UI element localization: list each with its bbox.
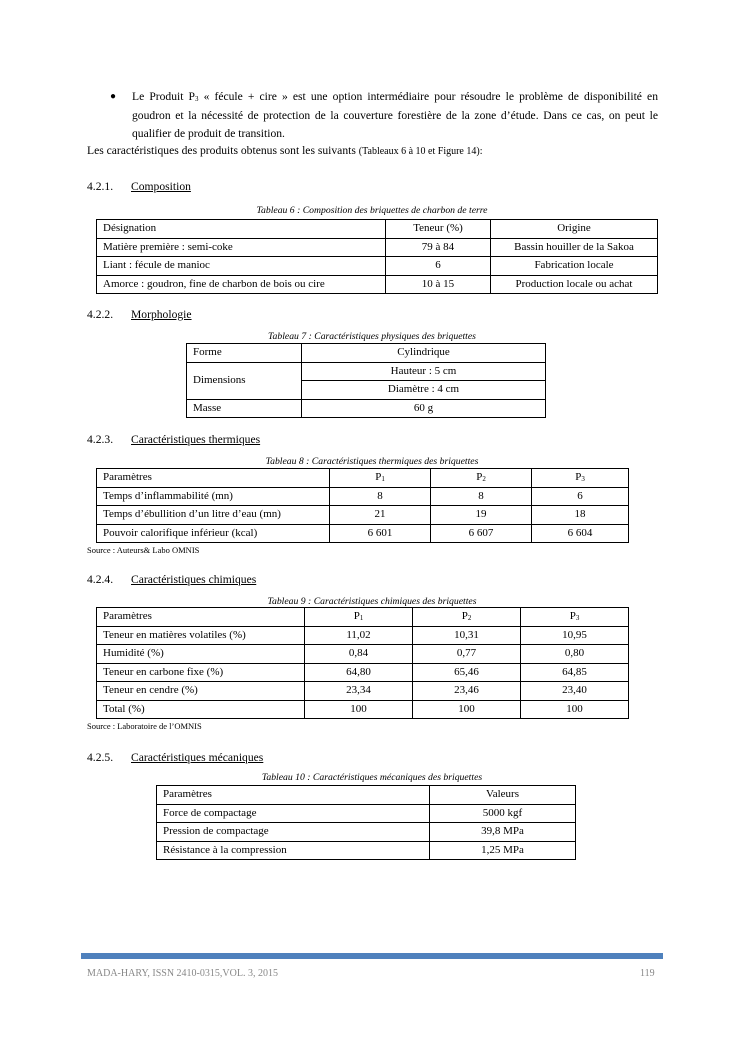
table-row: Pouvoir calorifique inférieur (kcal) 6 601 6 607 6 604: [97, 524, 629, 543]
page-number: 119: [640, 968, 655, 979]
bullet-dot-icon: ●: [110, 91, 117, 102]
table-row: Résistance à la compression 1,25 MPa: [157, 841, 576, 860]
table-row: Temps d’ébullition d’un litre d’eau (mn) 21 19 18: [97, 506, 629, 525]
table9-caption: Tableau 9 : Caractéristiques chimiques des briquettes: [267, 596, 477, 607]
table10: [156, 785, 576, 860]
table-row: Paramètres $P_1$ $P_2$ $P_3$: [97, 469, 629, 488]
table10-caption: Tableau 10 : Caractéristiques mécaniques des briquettes: [261, 772, 483, 783]
table-row: Forme Cylindrique: [187, 344, 546, 363]
table-row: Humidité (%) 0,84 0,77 0,80: [97, 645, 629, 664]
footer-journal: MADA-HARY, ISSN 2410-0315,VOL. 3, 2015: [87, 968, 278, 979]
table-row: Masse 60 g: [187, 399, 546, 418]
table9: [96, 607, 629, 719]
table-row: Total (%) 100 100 100: [97, 700, 629, 719]
table-row: Diamètre : 4 cm: [187, 381, 546, 400]
table-row: Dimensions Hauteur : 5 cm: [187, 362, 546, 381]
table6: [96, 219, 658, 294]
section-heading-thermiques: 4.2.3. Caractéristiques thermiques: [87, 433, 261, 446]
footer-divider: [81, 953, 663, 959]
table-row: Teneur en cendre (%) 23,34 23,46 23,40: [97, 682, 629, 701]
section-heading-composition: 4.2.1. Composition: [87, 180, 191, 193]
intro-paragraph: Les caractéristiques des produits obtenus sont les suivants (Tableaux 6 à 10 et Figure 14):: [87, 144, 483, 157]
table-row: Teneur en carbone fixe (%) 64,80 65,46 64,85: [97, 663, 629, 682]
table-row: Pression de compactage 39,8 MPa: [157, 823, 576, 842]
table-row: Amorce : goudron, fine de charbon de bois ou cire 10 à 15 Production locale ou achat: [97, 275, 658, 294]
bullet-paragraph: [110, 88, 658, 144]
table8-source: Source : Auteurs& Labo OMNIS: [87, 545, 200, 555]
table6-caption: Tableau 6 : Composition des briquettes de charbon de terre: [256, 205, 488, 216]
table-row: Paramètres $P_1$ $P_2$ $P_3$: [97, 608, 629, 627]
section-heading-chimiques: 4.2.4. Caractéristiques chimiques: [87, 573, 257, 586]
table-row: Temps d’inflammabilité (mn) 8 8 6: [97, 487, 629, 506]
table-row: Force de compactage 5000 kgf: [157, 804, 576, 823]
bullet-text: Le Produit $P_3$ « fécule + cire » est une option intermédiaire pour résoudre le problème de disponibilité en goudron et la nécessité de protection de la couverture forestière de la zone d’étude. Dans ce cas, on peut le qualifier de produit de transition.: [132, 90, 658, 141]
table8: [96, 468, 629, 543]
table8-caption: Tableau 8 : Caractéristiques thermiques des briquettes: [265, 456, 479, 467]
table7: [186, 343, 546, 418]
section-heading-mecaniques: 4.2.5. Caractéristiques mécaniques: [87, 751, 264, 764]
table-row: Teneur en matières volatiles (%) 11,02 10,31 10,95: [97, 626, 629, 645]
table9-source: Source : Laboratoire de l’OMNIS: [87, 721, 202, 731]
table-row: Liant : fécule de manioc 6 Fabrication locale: [97, 257, 658, 276]
table-row: Paramètres Valeurs: [157, 786, 576, 805]
table7-caption: Tableau 7 : Caractéristiques physiques des briquettes: [268, 331, 476, 342]
section-heading-morphologie: 4.2.2. Morphologie: [87, 308, 192, 321]
table-row: Matière première : semi-coke 79 à 84 Bassin houiller de la Sakoa: [97, 238, 658, 257]
table-row: Désignation Teneur (%) Origine: [97, 220, 658, 239]
